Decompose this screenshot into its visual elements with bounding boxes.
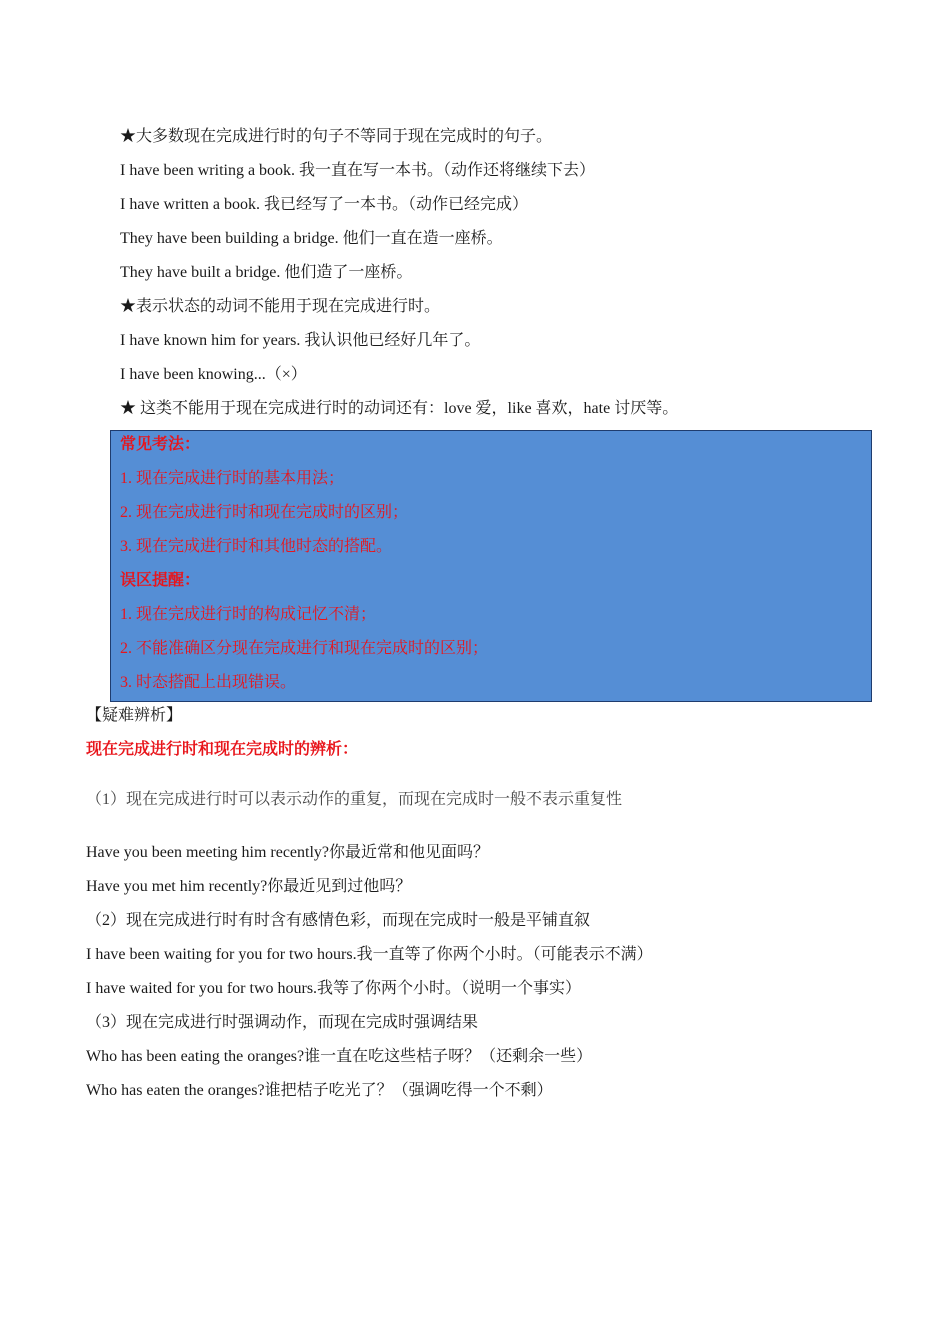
example-line: I have been waiting for you for two hours.我一直等了你两个小时。（可能表示不满）: [86, 946, 653, 963]
note-line: ★表示状态的动词不能用于现在完成进行时。: [120, 298, 441, 315]
mistake-item: 3. 时态搭配上出现错误。: [120, 674, 297, 691]
point-line: （2）现在完成进行时有时含有感情色彩，而现在完成时一般是平铺直叙: [86, 912, 591, 929]
example-line: They have built a bridge. 他们造了一座桥。: [120, 264, 413, 281]
example-line: Have you been meeting him recently?你最近常和他见面吗？: [86, 844, 490, 861]
mistake-item: 1. 现在完成进行时的构成记忆不清；: [120, 606, 377, 623]
example-line: I have waited for you for two hours.我等了你两个小时。（说明一个事实）: [86, 980, 582, 997]
example-line: Who has been eating the oranges?谁一直在吃这些桔子呀？（还剩余一些）: [86, 1048, 593, 1065]
example-line: I have been knowing...（×）: [120, 366, 307, 383]
exam-tips-box: [110, 430, 872, 702]
example-line: I have written a book. 我已经写了一本书。（动作已经完成）: [120, 196, 528, 213]
exam-item: 3. 现在完成进行时和其他时态的搭配。: [120, 538, 393, 555]
point-line: （1）现在完成进行时可以表示动作的重复，而现在完成时一般不表示重复性: [86, 791, 623, 808]
example-line: Who has eaten the oranges?谁把桔子吃光了？（强调吃得一个不剩）: [86, 1082, 553, 1099]
point-line: （3）现在完成进行时强调动作，而现在完成时强调结果: [86, 1014, 479, 1031]
exam-item: 1. 现在完成进行时的基本用法；: [120, 470, 345, 487]
mistake-item: 2. 不能准确区分现在完成进行和现在完成时的区别；: [120, 640, 489, 657]
exam-item: 2. 现在完成进行时和现在完成时的区别；: [120, 504, 409, 521]
example-line: Have you met him recently?你最近见到过他吗？: [86, 878, 412, 895]
example-line: I have known him for years. 我认识他已经好几年了。: [120, 332, 481, 349]
note-line: ★ 这类不能用于现在完成进行时的动词还有：love 爱，like 喜欢，hate 讨厌等。: [120, 400, 679, 417]
note-line: ★大多数现在完成进行时的句子不等同于现在完成时的句子。: [120, 128, 553, 145]
mistake-title: 误区提醒：: [120, 572, 201, 589]
analysis-heading: 现在完成进行时和现在完成时的辨析：: [86, 741, 359, 758]
example-line: They have been building a bridge. 他们一直在造一座桥。: [120, 230, 503, 247]
exam-title: 常见考法：: [120, 436, 201, 453]
example-line: I have been writing a book. 我一直在写一本书。（动作还将继续下去）: [120, 162, 596, 179]
section-tag: 【疑难辨析】: [86, 707, 183, 724]
